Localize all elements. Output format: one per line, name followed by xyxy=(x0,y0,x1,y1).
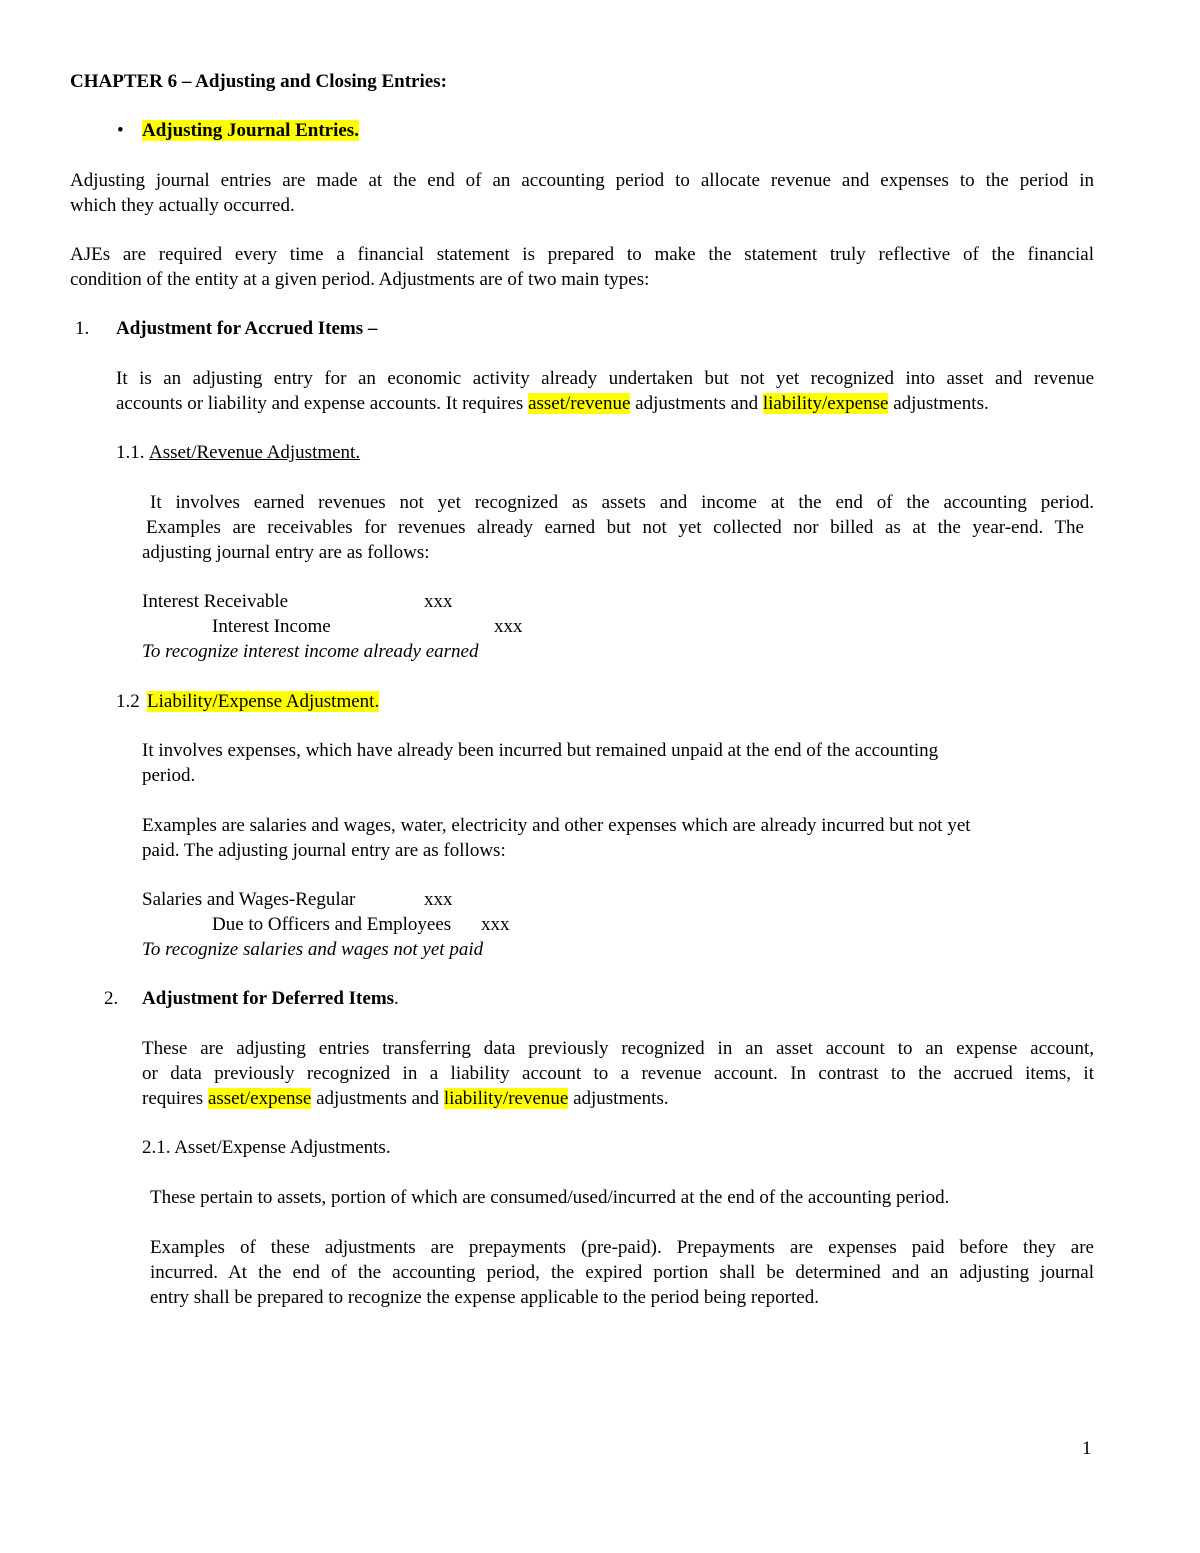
intro-p1-line1: Adjusting journal entries are made at the end of an accounting period to allocate revenue and expenses to the period in xyxy=(70,170,1094,191)
entry-credit-account: Due to Officers and Employees xyxy=(212,914,452,935)
section2-p-line3: requires asset/expense adjustments and liability/revenue adjustments. xyxy=(142,1088,669,1109)
section1-title: Adjustment for Accrued Items – xyxy=(116,318,378,339)
sub11-title: Asset/Revenue Adjustment. xyxy=(149,442,361,463)
sub21-p2-line2: incurred. At the end of the accounting period, the expired portion shall be determined and an adjusting journal xyxy=(150,1262,1094,1283)
sub21-heading: 2.1. Asset/Expense Adjustments. xyxy=(142,1137,391,1158)
section2-p-line1: These are adjusting entries transferring data previously recognized in an asset account to an expense account, xyxy=(142,1038,1094,1059)
section2-title: Adjustment for Deferred Items. xyxy=(142,988,399,1009)
sub12-p2-line2: paid. The adjusting journal entry are as follows: xyxy=(142,840,506,861)
sub21-p2-line1: Examples of these adjustments are prepayments (pre-paid). Prepayments are expenses paid before they are xyxy=(150,1237,1094,1258)
entry-credit-account: Interest Income xyxy=(212,616,331,637)
sub11-line3: adjusting journal entry are as follows: xyxy=(142,542,430,563)
entry-debit-amount: xxx xyxy=(424,591,453,612)
highlight-asset-expense: asset/expense xyxy=(207,1088,312,1109)
entry-memo: To recognize interest income already earned xyxy=(142,641,479,662)
entry-debit-account: Salaries and Wages-Regular xyxy=(142,889,356,910)
bullet-dot: • xyxy=(117,120,124,141)
page-number: 1 xyxy=(1082,1438,1092,1459)
sub12-number: 1.2 xyxy=(116,691,140,712)
sub12-title: Liability/Expense Adjustment. xyxy=(147,691,380,712)
section1-p-line2: accounts or liability and expense accounts. It requires asset/revenue adjustments and liability/expense adjustments. xyxy=(116,393,989,414)
section1-p-line1: It is an adjusting entry for an economic activity already undertaken but not yet recognized into asset and revenue xyxy=(116,368,1094,389)
sub21-p1-line1: These pertain to assets, portion of which are consumed/used/incurred at the end of the accounting period. xyxy=(150,1187,950,1208)
chapter-title: CHAPTER 6 – Adjusting and Closing Entries: xyxy=(70,71,447,92)
intro-p1-line2: which they actually occurred. xyxy=(70,195,295,216)
intro-p2-line1: AJEs are required every time a financial statement is prepared to make the statement truly reflective of the financial xyxy=(70,244,1094,265)
sub11-number: 1.1. xyxy=(116,442,145,463)
section2-p-line2: or data previously recognized in a liability account to a revenue account. In contrast to the accrued items, it xyxy=(142,1063,1094,1084)
sub21-p2-line3: entry shall be prepared to recognize the expense applicable to the period being reported. xyxy=(150,1287,819,1308)
bullet-heading: Adjusting Journal Entries. xyxy=(142,120,359,141)
entry-memo: To recognize salaries and wages not yet paid xyxy=(142,939,484,960)
sub12-p1-line1: It involves expenses, which have already been incurred but remained unpaid at the end of the accounting xyxy=(142,740,939,761)
entry-debit-account: Interest Receivable xyxy=(142,591,289,612)
entry-debit-amount: xxx xyxy=(424,889,453,910)
intro-p2-line2: condition of the entity at a given period. Adjustments are of two main types: xyxy=(70,269,650,290)
sub12-p2-line1: Examples are salaries and wages, water, electricity and other expenses which are already incurred but not yet xyxy=(142,815,971,836)
highlight-liability-expense: liability/expense xyxy=(762,393,889,414)
sub11-line2: Examples are receivables for revenues already earned but not yet collected nor billed as at the year-end. The xyxy=(146,517,1084,538)
sub11-line1: It involves earned revenues not yet recognized as assets and income at the end of the accounting period. xyxy=(150,492,1094,513)
entry-credit-amount: xxx xyxy=(481,914,510,935)
highlight-asset-revenue: asset/revenue xyxy=(528,393,631,414)
section2-number: 2. xyxy=(104,988,119,1009)
highlight-liability-revenue: liability/revenue xyxy=(443,1088,569,1109)
entry-credit-amount: xxx xyxy=(494,616,523,637)
section1-number: 1. xyxy=(75,318,90,339)
sub12-p1-line2: period. xyxy=(142,765,196,786)
